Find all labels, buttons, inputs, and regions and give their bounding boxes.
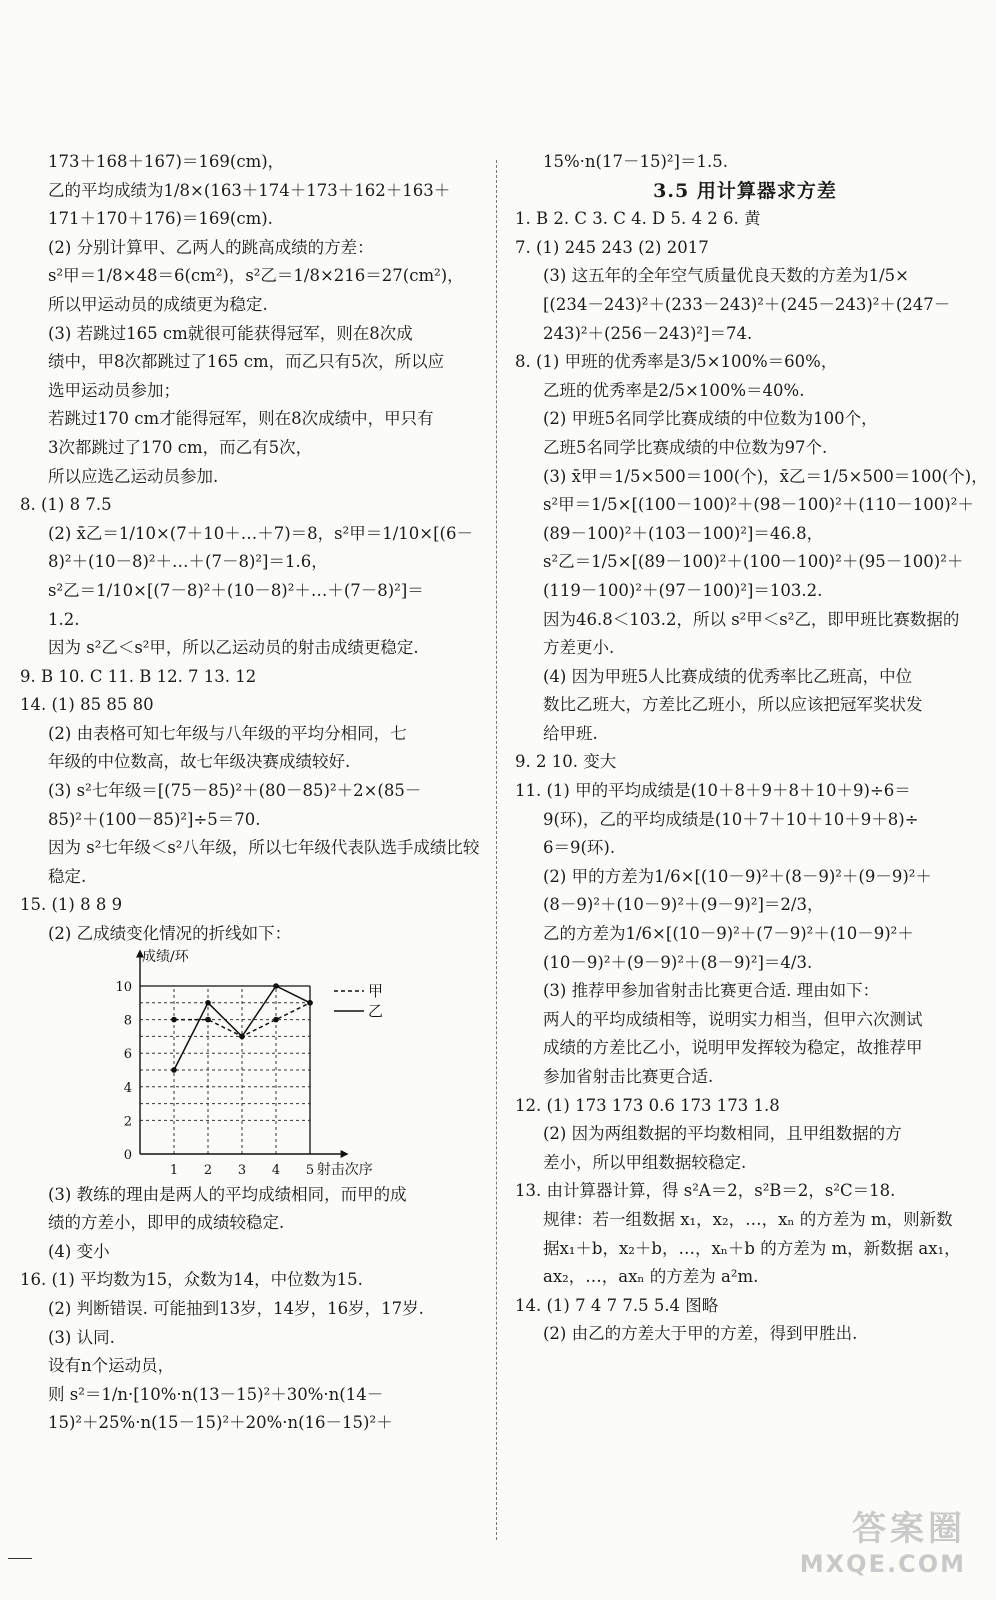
right-line: 规律：若一组数据 x₁，x₂，…，xₙ 的方差为 m，则新数	[543, 1209, 953, 1229]
right-line: ax₂，…，axₙ 的方差为 a²m.	[543, 1267, 759, 1287]
right-line: 8. (1) 甲班的优秀率是3/5×100%＝60%，	[515, 352, 838, 372]
x-tick-label: 2	[203, 1162, 213, 1178]
left-after-chart-line: (4) 变小	[48, 1241, 110, 1261]
right-lines	[515, 148, 988, 1349]
x-tick-label: 3	[237, 1162, 247, 1178]
y-tick-label: 6	[123, 1046, 132, 1062]
left-after-chart-line: 则 s²＝1/n·[10%·n(13－15)²＋30%·n(14－	[48, 1384, 384, 1404]
right-line: (119－100)²＋(97－100)²]＝103.2.	[543, 580, 823, 600]
x-axis-label: 射击次序	[316, 1161, 373, 1178]
right-line: 243)²＋(256－243)²]＝74.	[543, 323, 753, 343]
left-after-chart-lines	[20, 1181, 472, 1438]
left-line: 1.2.	[48, 609, 80, 629]
footer-mark	[8, 1558, 32, 1559]
left-line: 8)²＋(10－8)²＋…＋(7－8)²]＝1.6，	[48, 552, 328, 572]
right-line: (10－9)²＋(9－9)²＋(8－9)²]＝4/3.	[543, 952, 813, 972]
left-after-chart-line: (3) 教练的理由是两人的平均成绩相同，而甲的成	[48, 1184, 407, 1204]
y-tick-label: 8	[123, 1013, 132, 1029]
left-after-chart-line: 15)²＋25%·n(15－15)²＋20%·n(16－15)²＋	[48, 1413, 393, 1433]
data-point	[273, 983, 279, 989]
left-line: 因为 s²七年级＜s²八年级，所以七年级代表队选手成绩比较	[48, 838, 480, 858]
right-line: 9(环)，乙的平均成绩是(10＋7＋10＋10＋9＋8)÷	[543, 809, 919, 829]
right-line: 差小，所以甲组数据较稳定.	[543, 1152, 747, 1172]
left-after-chart-line: (3) 认同.	[48, 1327, 115, 1347]
right-line: [(234－243)²＋(233－243)²＋(245－243)²＋(247－	[543, 294, 951, 314]
left-line: (2) 分别计算甲、乙两人的跳高成绩的方差：	[48, 237, 374, 257]
y-tick-label: 10	[115, 979, 132, 995]
left-line: 3次都跳过了170 cm，而乙有5次，	[48, 437, 313, 457]
left-line: (3) 若跳过165 cm就很可能获得冠军，则在8次成	[48, 323, 413, 343]
right-line: (8－9)²＋(10－9)²＋(9－9)²]＝2/3，	[543, 895, 824, 915]
data-point	[307, 1000, 313, 1006]
right-line: 方差更小.	[543, 638, 615, 658]
left-line: 所以甲运动员的成绩更为稳定.	[48, 294, 268, 314]
left-line: (2) 由表格可知七年级与八年级的平均分相同，七	[48, 723, 407, 743]
left-line: 8. (1) 8 7.5	[20, 495, 112, 515]
left-lines	[20, 148, 480, 949]
left-line: 选甲运动员参加；	[48, 380, 180, 400]
right-line: 据x₁＋b，x₂＋b，…，xₙ＋b 的方差为 m，新数据 ax₁，	[543, 1238, 961, 1258]
x-axis-arrow	[341, 1150, 349, 1158]
right-line: (4) 因为甲班5人比赛成绩的优秀率比乙班高，中位	[543, 666, 913, 686]
y-tick-label: 0	[123, 1147, 132, 1163]
watermark-top: 答案圈	[852, 1509, 966, 1549]
right-line: (3) x̄甲＝1/5×500＝100(个)，x̄乙＝1/5×500＝100(个)，	[543, 466, 988, 486]
right-column	[515, 148, 988, 1349]
right-line: 因为46.8＜103.2，所以 s²甲＜s²乙，即甲班比赛数据的	[543, 609, 960, 629]
left-line: (2) x̄乙＝1/10×(7＋10＋…＋7)＝8，s²甲＝1/10×[(6－	[48, 523, 473, 543]
left-after-chart-line: (2) 判断错误. 可能抽到13岁，14岁，16岁，17岁.	[48, 1299, 424, 1318]
chart-svg	[82, 949, 412, 1181]
right-line: 乙班5名同学比赛成绩的中位数为97个.	[543, 437, 828, 457]
y-tick-label: 4	[123, 1080, 132, 1096]
x-tick-label: 4	[271, 1162, 281, 1178]
right-line: 1. B 2. C 3. C 4. D 5. 4 2 6. 黄	[515, 209, 761, 229]
left-line: 若跳过170 cm才能得冠军，则在8次成绩中，甲只有	[48, 409, 434, 429]
right-line: (2) 由乙的方差大于甲的方差，得到甲胜出.	[543, 1324, 858, 1344]
right-line: 7. (1) 245 243 (2) 2017	[515, 237, 709, 257]
left-line: 85)²＋(100－85)²]÷5＝70.	[48, 809, 261, 829]
left-line: s²乙＝1/10×[(7－8)²＋(10－8)²＋…＋(7－8)²]＝	[48, 580, 424, 600]
left-line: 15. (1) 8 8 9	[20, 895, 123, 915]
left-line: 所以应选乙运动员参加.	[48, 466, 219, 486]
data-point	[205, 1000, 211, 1006]
left-line: (2) 乙成绩变化情况的折线如下：	[48, 924, 292, 944]
right-line: s²甲＝1/5×[(100－100)²＋(98－100)²＋(110－100)²＋	[543, 495, 974, 515]
data-point	[171, 1067, 177, 1073]
legend-label: 甲	[368, 981, 384, 1000]
x-tick-label: 5	[305, 1162, 315, 1178]
left-line: (3) s²七年级＝[(75－85)²＋(80－85)²＋2×(85－	[48, 781, 422, 801]
watermark	[800, 1501, 966, 1578]
right-line: 6＝9(环).	[543, 838, 616, 858]
right-line: s²乙＝1/5×[(89－100)²＋(100－100)²＋(95－100)²＋	[543, 552, 964, 572]
data-point	[205, 1016, 211, 1022]
right-line: 12. (1) 173 173 0.6 173 173 1.8	[515, 1095, 780, 1115]
left-line: 因为 s²乙＜s²甲，所以乙运动员的射击成绩更稳定.	[48, 638, 419, 658]
left-line: 14. (1) 85 85 80	[20, 695, 154, 715]
data-point	[171, 1016, 177, 1022]
y-tick-label: 2	[123, 1114, 132, 1130]
left-line: 9. B 10. C 11. B 12. 7 13. 12	[20, 666, 257, 686]
right-line: (3) 这五年的全年空气质量优良天数的方差为1/5×	[543, 266, 909, 286]
data-point	[273, 1016, 279, 1022]
column-divider	[496, 160, 497, 1540]
right-line: 数比乙班大，方差比乙班小，所以应该把冠军奖状发	[543, 695, 923, 715]
right-line: 11. (1) 甲的平均成绩是(10＋8＋9＋8＋10＋9)÷6＝	[515, 781, 911, 801]
right-line: (2) 甲的方差为1/6×[(10－9)²＋(8－9)²＋(9－9)²＋	[543, 866, 932, 886]
right-line: 3.5 用计算器求方差	[653, 179, 837, 202]
right-line: (3) 推荐甲参加省射击比赛更合适. 理由如下：	[543, 981, 880, 1001]
right-line: 两人的平均成绩相等，说明实力相当，但甲六次测试	[543, 1009, 923, 1029]
left-line: 乙的平均成绩为1/8×(163＋174＋173＋162＋163＋	[48, 180, 451, 200]
left-after-chart-line: 绩的方差小，即甲的成绩较稳定.	[48, 1213, 285, 1233]
right-line: (2) 因为两组数据的平均数相同，且甲组数据的方	[543, 1124, 902, 1144]
right-line: 乙班的优秀率是2/5×100%＝40%.	[543, 380, 805, 400]
right-line: 参加省射击比赛更合适.	[543, 1067, 714, 1086]
right-line: 13. 由计算器计算，得 s²A＝2，s²B＝2，s²C＝18.	[515, 1181, 896, 1201]
score-line-chart	[20, 949, 472, 1181]
left-column	[20, 148, 480, 1438]
x-tick-label: 1	[169, 1162, 179, 1178]
legend-label: 乙	[368, 1001, 384, 1020]
left-after-chart-line: 设有n个运动员，	[48, 1356, 175, 1376]
left-after-chart-line: 16. (1) 平均数为15，众数为14，中位数为15.	[20, 1270, 363, 1290]
left-line: 173＋168＋167)＝169(cm)，	[48, 152, 285, 171]
right-line: (89－100)²＋(103－100)²]＝46.8，	[543, 523, 824, 543]
data-point	[239, 1033, 245, 1039]
right-line: (2) 甲班5名同学比赛成绩的中位数为100个，	[543, 409, 878, 429]
left-line: 绩中，甲8次都跳过了165 cm，而乙只有5次，所以应	[48, 352, 445, 372]
right-line: 成绩的方差比乙小，说明甲发挥较为稳定，故推荐甲	[543, 1038, 923, 1058]
right-line: 给甲班.	[543, 723, 598, 743]
right-line: 乙的方差为1/6×[(10－9)²＋(7－9)²＋(10－9)²＋	[543, 924, 914, 944]
left-line: 171＋170＋176)＝169(cm).	[48, 209, 273, 229]
y-axis-label: 成绩/环	[142, 948, 189, 965]
right-line: 9. 2 10. 变大	[515, 752, 617, 772]
left-line: 稳定.	[48, 866, 87, 886]
right-line: 14. (1) 7 4 7 7.5 5.4 图略	[515, 1295, 719, 1315]
right-line: 15%·n(17－15)²]＝1.5.	[543, 152, 728, 171]
left-line: s²甲＝1/8×48＝6(cm²)，s²乙＝1/8×216＝27(cm²)，	[48, 266, 464, 286]
watermark-bottom: MXQE.COM	[799, 1550, 966, 1578]
left-line: 年级的中位数高，故七年级决赛成绩较好.	[48, 752, 351, 772]
